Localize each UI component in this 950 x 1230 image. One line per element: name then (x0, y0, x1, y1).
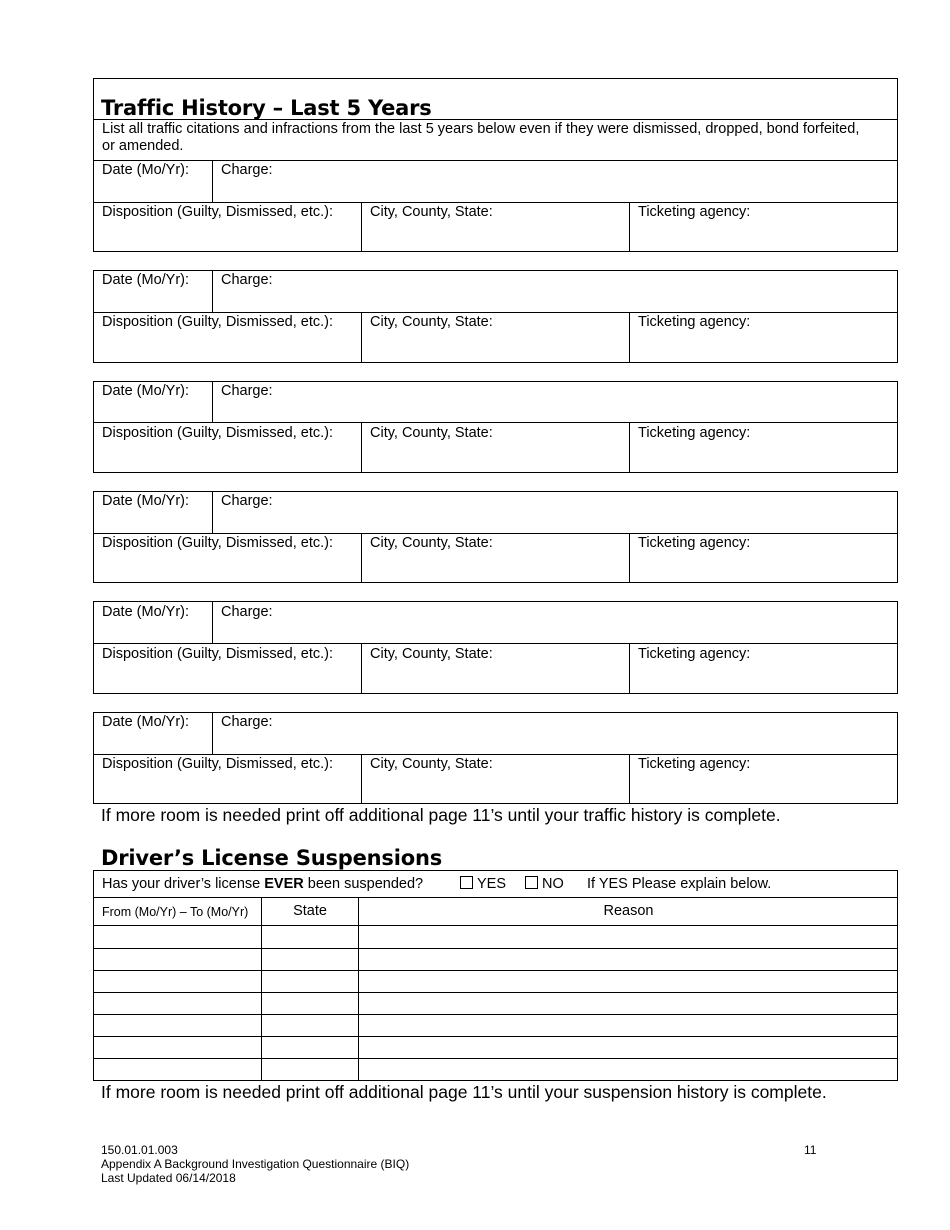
yes-option[interactable] (460, 876, 506, 893)
divider (629, 312, 630, 363)
divider (93, 312, 898, 313)
divider (93, 925, 898, 926)
divider (93, 992, 898, 993)
date-field-label: Date (Mo/Yr): (102, 604, 190, 620)
disposition-field-label: Disposition (Guilty, Dismissed, etc.): (102, 204, 333, 220)
divider (93, 970, 898, 971)
section-title-license-suspensions: Driver’s License Suspensions (101, 846, 442, 870)
ticketing-agency-field-label: Ticketing agency: (638, 425, 751, 441)
disposition-input[interactable] (94, 552, 360, 581)
city-county-state-field-label: City, County, State: (370, 535, 493, 551)
charge-input[interactable] (213, 509, 896, 533)
disposition-field-label: Disposition (Guilty, Dismissed, etc.): (102, 646, 333, 662)
question-text: Has your driver’s license (102, 876, 265, 892)
divider (93, 202, 898, 203)
footer-doc-title: Appendix A Background Investigation Questionnaire (BIQ) (101, 1157, 410, 1171)
table-row[interactable] (94, 950, 897, 969)
divider (629, 202, 630, 252)
question-text: been suspended? (303, 876, 424, 892)
explain-instruction: If YES Please explain below. (587, 876, 772, 892)
city-county-state-field-label: City, County, State: (370, 204, 493, 220)
divider (93, 754, 898, 755)
date-input[interactable] (94, 509, 211, 533)
date-input[interactable] (94, 620, 211, 643)
disposition-field-label: Disposition (Guilty, Dismissed, etc.): (102, 535, 333, 551)
page-title-traffic-history: Traffic History – Last 5 Years (101, 96, 432, 120)
city-county-state-field-label: City, County, State: (370, 756, 493, 772)
disposition-input[interactable] (94, 331, 360, 361)
page-number: 11 (804, 1143, 817, 1157)
date-field-label: Date (Mo/Yr): (102, 162, 190, 178)
charge-field-label: Charge: (221, 493, 273, 509)
yes-checkbox[interactable] (460, 876, 473, 889)
date-field-label: Date (Mo/Yr): (102, 714, 190, 730)
charge-field-label: Charge: (221, 714, 273, 730)
ticketing-agency-field-label: Ticketing agency: (638, 535, 751, 551)
no-checkbox[interactable] (525, 876, 538, 889)
charge-field-label: Charge: (221, 272, 273, 288)
yes-label: YES (477, 876, 507, 892)
no-label: NO (542, 876, 564, 892)
suspension-more-room-note: If more room is needed print off additional page 11’s until your suspension history is complete. (101, 1082, 827, 1102)
ticketing-agency-input[interactable] (631, 663, 896, 692)
divider (361, 754, 362, 804)
date-input[interactable] (94, 178, 211, 202)
charge-input[interactable] (213, 399, 896, 422)
date-input[interactable] (94, 730, 211, 753)
charge-field-label: Charge: (221, 162, 273, 178)
divider (93, 1036, 898, 1037)
column-header-from-to: From (Mo/Yr) – To (Mo/Yr) (102, 905, 249, 919)
table-row[interactable] (94, 1038, 897, 1057)
footer-doc-number: 150.01.01.003 (101, 1143, 178, 1157)
charge-input[interactable] (213, 288, 896, 312)
charge-field-label: Charge: (221, 383, 273, 399)
city-county-state-input[interactable] (363, 221, 628, 250)
date-input[interactable] (94, 288, 211, 312)
table-row[interactable] (94, 1060, 897, 1079)
date-input[interactable] (94, 399, 211, 422)
ticketing-agency-input[interactable] (631, 552, 896, 581)
table-row[interactable] (94, 972, 897, 991)
ticketing-agency-field-label: Ticketing agency: (638, 314, 751, 330)
city-county-state-input[interactable] (363, 773, 628, 802)
city-county-state-field-label: City, County, State: (370, 425, 493, 441)
disposition-input[interactable] (94, 221, 360, 250)
table-row[interactable] (94, 1016, 897, 1035)
divider (93, 533, 898, 534)
suspension-question (102, 876, 423, 893)
table-row[interactable] (94, 927, 897, 947)
divider (629, 422, 630, 473)
divider (361, 202, 362, 252)
divider (361, 422, 362, 473)
divider (629, 643, 630, 694)
column-header-state: State (293, 903, 327, 919)
charge-input[interactable] (213, 620, 896, 643)
divider (629, 754, 630, 804)
divider (93, 1014, 898, 1015)
charge-input[interactable] (213, 730, 896, 753)
divider (93, 119, 898, 120)
charge-input[interactable] (213, 178, 896, 202)
ticketing-agency-input[interactable] (631, 442, 896, 471)
city-county-state-field-label: City, County, State: (370, 646, 493, 662)
divider (93, 1058, 898, 1059)
city-county-state-input[interactable] (363, 552, 628, 581)
column-header-reason: Reason (603, 903, 654, 919)
traffic-more-room-note: If more room is needed print off additional page 11’s until your traffic history is complete. (101, 805, 781, 825)
divider (629, 533, 630, 583)
ticketing-agency-field-label: Ticketing agency: (638, 204, 751, 220)
ticketing-agency-input[interactable] (631, 331, 896, 361)
divider (93, 422, 898, 423)
date-field-label: Date (Mo/Yr): (102, 272, 190, 288)
disposition-input[interactable] (94, 663, 360, 692)
city-county-state-field-label: City, County, State: (370, 314, 493, 330)
ticketing-agency-field-label: Ticketing agency: (638, 646, 751, 662)
ticketing-agency-input[interactable] (631, 773, 896, 802)
divider (93, 897, 898, 898)
disposition-field-label: Disposition (Guilty, Dismissed, etc.): (102, 425, 333, 441)
divider (361, 643, 362, 694)
divider (93, 948, 898, 949)
no-option[interactable] (525, 876, 564, 893)
divider (361, 533, 362, 583)
footer-last-updated: Last Updated 06/14/2018 (101, 1171, 236, 1185)
city-county-state-input[interactable] (363, 663, 628, 692)
disposition-input[interactable] (94, 442, 360, 471)
ticketing-agency-input[interactable] (631, 221, 896, 250)
disposition-field-label: Disposition (Guilty, Dismissed, etc.): (102, 756, 333, 772)
divider (93, 160, 898, 161)
question-emphasis: EVER (264, 876, 304, 892)
divider (93, 643, 898, 644)
divider (361, 312, 362, 363)
city-county-state-input[interactable] (363, 331, 628, 361)
disposition-input[interactable] (94, 773, 360, 802)
disposition-field-label: Disposition (Guilty, Dismissed, etc.): (102, 314, 333, 330)
charge-field-label: Charge: (221, 604, 273, 620)
traffic-instructions: List all traffic citations and infractions from the last 5 years below even if they were dismissed, dropped, bond forfeited, or amended. (102, 121, 860, 154)
ticketing-agency-field-label: Ticketing agency: (638, 756, 751, 772)
city-county-state-input[interactable] (363, 442, 628, 471)
date-field-label: Date (Mo/Yr): (102, 493, 190, 509)
table-row[interactable] (94, 994, 897, 1013)
date-field-label: Date (Mo/Yr): (102, 383, 190, 399)
